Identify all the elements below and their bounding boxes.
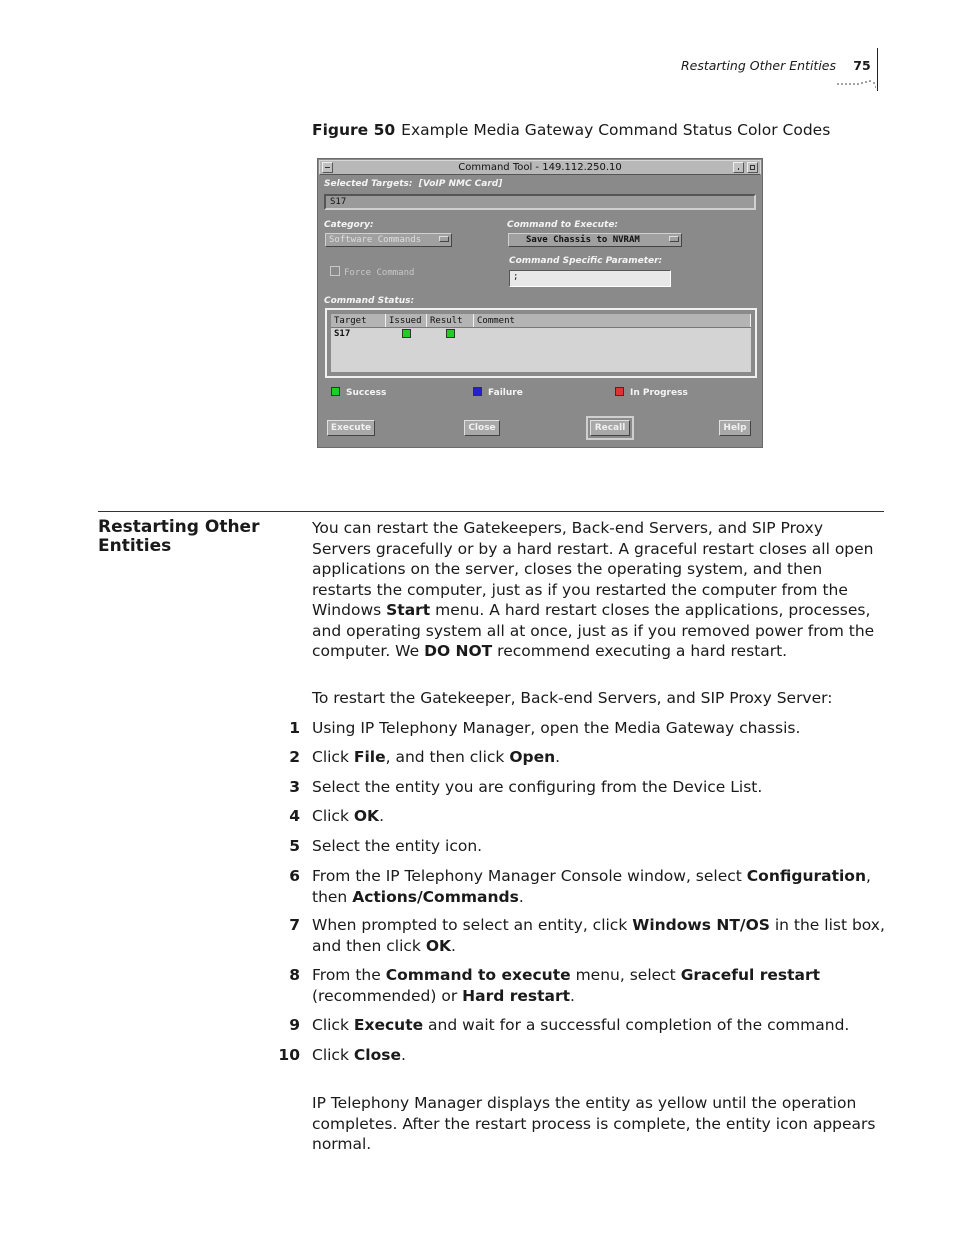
- header-rule: [877, 48, 878, 91]
- figure-caption-text: Example Media Gateway Command Status Color Codes: [401, 121, 831, 139]
- step-number: 1: [289, 719, 300, 737]
- checkbox-icon: [330, 266, 340, 276]
- window-title: Command Tool - 149.112.250.10: [458, 162, 622, 173]
- row-target: S17: [334, 329, 351, 339]
- step-number: 2: [289, 748, 300, 766]
- category-dropdown[interactable]: [325, 233, 452, 247]
- legend-failure: Failure: [473, 387, 523, 398]
- step-text: Select the entity you are configuring from the Device List.: [312, 778, 763, 796]
- step-text: Using IP Telephony Manager, open the Media Gateway chassis.: [312, 719, 801, 737]
- force-command-label: Force Command: [344, 268, 415, 278]
- help-button[interactable]: Help: [719, 420, 751, 436]
- dropdown-arrow-icon: [669, 236, 679, 242]
- step-text: From the Command to execute menu, select Graceful restart (recommended) or Hard restart.: [312, 966, 821, 1005]
- command-tool-window: [317, 158, 763, 448]
- legend-success: Success: [331, 387, 386, 398]
- step-number: 10: [278, 1046, 300, 1064]
- failure-color-icon: [473, 387, 482, 396]
- step-number: 8: [289, 966, 300, 984]
- figure-caption: [312, 121, 830, 139]
- selected-target-field[interactable]: S17: [324, 194, 756, 210]
- running-head-title: Restarting Other Entities: [680, 58, 836, 73]
- step-text: From the IP Telephony Manager Console window, select Configuration, then Actions/Commands.: [312, 867, 871, 906]
- in-progress-color-icon: [615, 387, 624, 396]
- page-number: 75: [853, 58, 871, 73]
- legend-in-progress: In Progress: [615, 387, 688, 398]
- step-number: 9: [289, 1016, 300, 1034]
- result-success-icon: [446, 329, 455, 338]
- command-status-table: [331, 314, 751, 372]
- lead-in-paragraph: To restart the Gatekeeper, Back-end Servers, and SIP Proxy Server:: [312, 689, 833, 707]
- category-label: Category:: [324, 220, 374, 230]
- figure-label: Figure 50: [312, 121, 396, 139]
- close-button[interactable]: Close: [464, 420, 500, 436]
- step-text: Click File, and then click Open.: [312, 748, 561, 766]
- window-titlebar: [319, 160, 761, 175]
- step-text: Click Execute and wait for a successful completion of the command.: [312, 1016, 850, 1034]
- column-header-comment[interactable]: Comment: [474, 314, 751, 328]
- step-number: 5: [289, 837, 300, 855]
- maximize-button[interactable]: [747, 162, 758, 173]
- category-value: Software Commands: [329, 235, 422, 245]
- header-dots-ornament: [836, 79, 876, 91]
- force-command-checkbox[interactable]: [330, 266, 414, 278]
- command-param-input[interactable]: ;: [509, 270, 671, 287]
- step-text: Click Close.: [312, 1046, 406, 1064]
- column-header-result[interactable]: Result: [427, 314, 474, 328]
- command-to-execute-label: Command to Execute:: [507, 220, 619, 230]
- minimize-button[interactable]: [733, 162, 744, 173]
- selected-targets-type: [VoIP NMC Card]: [418, 179, 503, 189]
- table-row[interactable]: [331, 328, 751, 341]
- step-number: 4: [289, 807, 300, 825]
- row-comment: [474, 328, 751, 341]
- command-dropdown[interactable]: [508, 233, 682, 247]
- column-header-issued[interactable]: Issued: [386, 314, 427, 328]
- intro-paragraph: You can restart the Gatekeepers, Back-end Servers, and SIP Proxy Servers gracefully or by a hard restart. A graceful restart closes all open applications on the server, closes the operating system, and then restarts the computer, just as if you restarted the computer from the Windows Start menu. A hard restart closes the applications, processes, and operating system all at once, just as if you removed power from the computer. We DO NOT recommend executing a hard restart.: [312, 519, 875, 660]
- closing-paragraph: IP Telephony Manager displays the entity as yellow until the operation completes. After the restart process is complete, the entity icon appears normal.: [312, 1094, 876, 1153]
- command-status-label: Command Status:: [324, 296, 415, 306]
- command-param-label: Command Specific Parameter:: [509, 256, 663, 266]
- section-heading: Restarting Other Entities: [98, 517, 260, 556]
- execute-button[interactable]: Execute: [327, 420, 375, 436]
- command-value: Save Chassis to NVRAM: [526, 235, 640, 245]
- step-text: Select the entity icon.: [312, 837, 483, 855]
- step-text: Click OK.: [312, 807, 384, 825]
- section-rule: [98, 511, 884, 512]
- step-number: 3: [289, 778, 300, 796]
- step-number: 6: [289, 867, 300, 885]
- dropdown-arrow-icon: [439, 236, 449, 242]
- step-number: 7: [289, 916, 300, 934]
- command-status-frame: [325, 308, 757, 378]
- column-header-target[interactable]: Target: [331, 314, 386, 328]
- selected-targets-label: Selected Targets: [VoIP NMC Card]: [324, 179, 503, 189]
- issued-success-icon: [402, 329, 411, 338]
- recall-button[interactable]: Recall: [590, 420, 630, 436]
- success-color-icon: [331, 387, 340, 396]
- step-text: When prompted to select an entity, click Windows NT/OS in the list box, and then click OK.: [312, 916, 885, 955]
